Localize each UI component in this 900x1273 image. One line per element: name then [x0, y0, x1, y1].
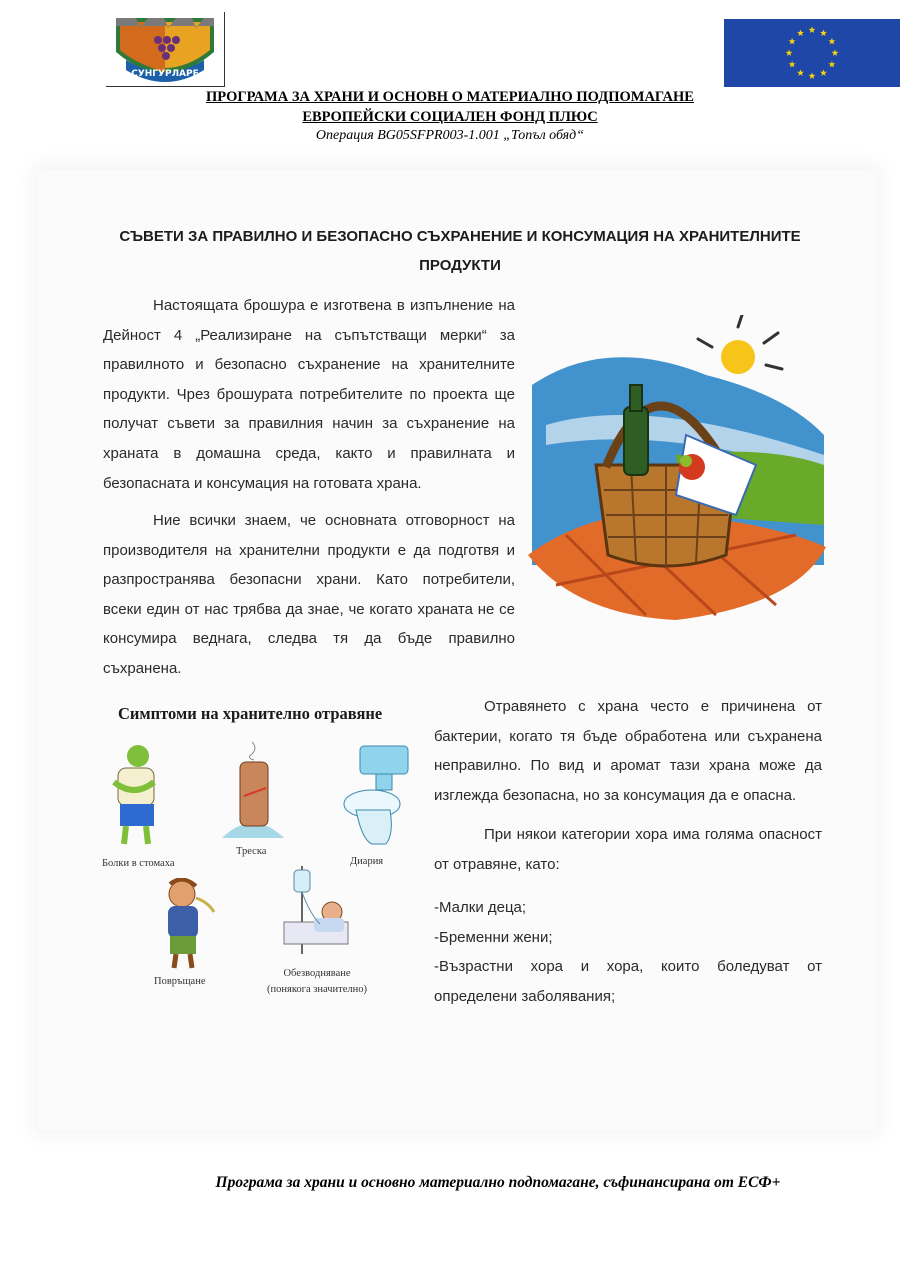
- fever-caption: Треска: [236, 846, 267, 857]
- list-item: -Бременни жени;: [434, 928, 553, 946]
- operation-line: Операция BG05SFPR003-1.001 „Топъл обяд“: [315, 128, 585, 143]
- stomach-ache-illustration: [104, 742, 166, 850]
- vomiting-illustration: [156, 878, 218, 972]
- fever-illustration: [222, 738, 284, 838]
- list-item: -Възрастни хора и хора, които боледуват от определени заболявания;: [434, 958, 822, 1005]
- poisoning-cause-paragraph: Отравянето с храна често е причинена от бактерии, когато тя бъде обработена или съхранена неправилно. По вид и аромат тази храна може да изглежда безопасна, но за консумация да е опасна.: [434, 698, 822, 804]
- risk-intro-paragraph: При някои категории хора има голяма опасност от отравяне, като:: [434, 826, 822, 873]
- dehydration-illustration: [280, 864, 350, 958]
- fund-title: ЕВРОПЕЙСКИ СОЦИАЛЕН ФОНД ПЛЮС: [302, 109, 598, 125]
- intro-paragraph: Настоящата брошура е изготвена в изпълнение на Дейност 4 „Реализиране на съпътстващи мерки“ за правилното и безопасно съхранение на хранителните продукти. Чрез брошурата потребителите по проекта ще получат съвети за правилния начин за съхранение на храната в домашна среда, както и правилната и безопасната и консумация на готовата храна.: [103, 297, 515, 492]
- responsibility-paragraph: Ние всички знаем, че основната отговорност на производителя на хранителни продукти е да подготвя и разпространява безопасни храни. Като потребители, всеки един от нас трябва да знае, че когато храната не се консумира веднага, следва тя да бъде правилно съхранена.: [103, 512, 515, 677]
- municipality-coat-of-arms-logo: [106, 12, 225, 87]
- dehydration-caption-note: (понякога значително): [267, 984, 367, 995]
- diarrhea-caption: Диария: [350, 856, 384, 867]
- list-item: -Малки деца;: [434, 899, 527, 916]
- program-title: ПРОГРАМА ЗА ХРАНИ И ОСНОВН О МАТЕРИАЛНО ПОДПОМАГАНЕ: [206, 89, 694, 105]
- eu-flag-logo: [724, 19, 900, 87]
- brochure-title: СЪВЕТИ ЗА ПРАВИЛНО И БЕЗОПАСНО СЪХРАНЕНИЕ И КОНСУМАЦИЯ НА ХРАНИТЕЛНИТЕ ПРОДУКТИ: [119, 228, 801, 274]
- symptoms-heading: Симптоми на хранително отравяне: [118, 704, 383, 723]
- vomiting-caption: Повръщане: [154, 976, 206, 987]
- page-footer: Програма за храни и основно материално подпомагане, съфинансирана от ЕСФ+: [215, 1174, 781, 1191]
- toilet-illustration: [342, 744, 412, 848]
- logo-lettering: СУНГУРЛАРЕ: [131, 69, 199, 79]
- picnic-basket-illustration: [526, 315, 828, 630]
- dehydration-caption: Обезводняване: [283, 968, 351, 979]
- stomach-ache-caption: Болки в стомаха: [102, 858, 175, 869]
- risk-groups-list: [434, 893, 822, 1011]
